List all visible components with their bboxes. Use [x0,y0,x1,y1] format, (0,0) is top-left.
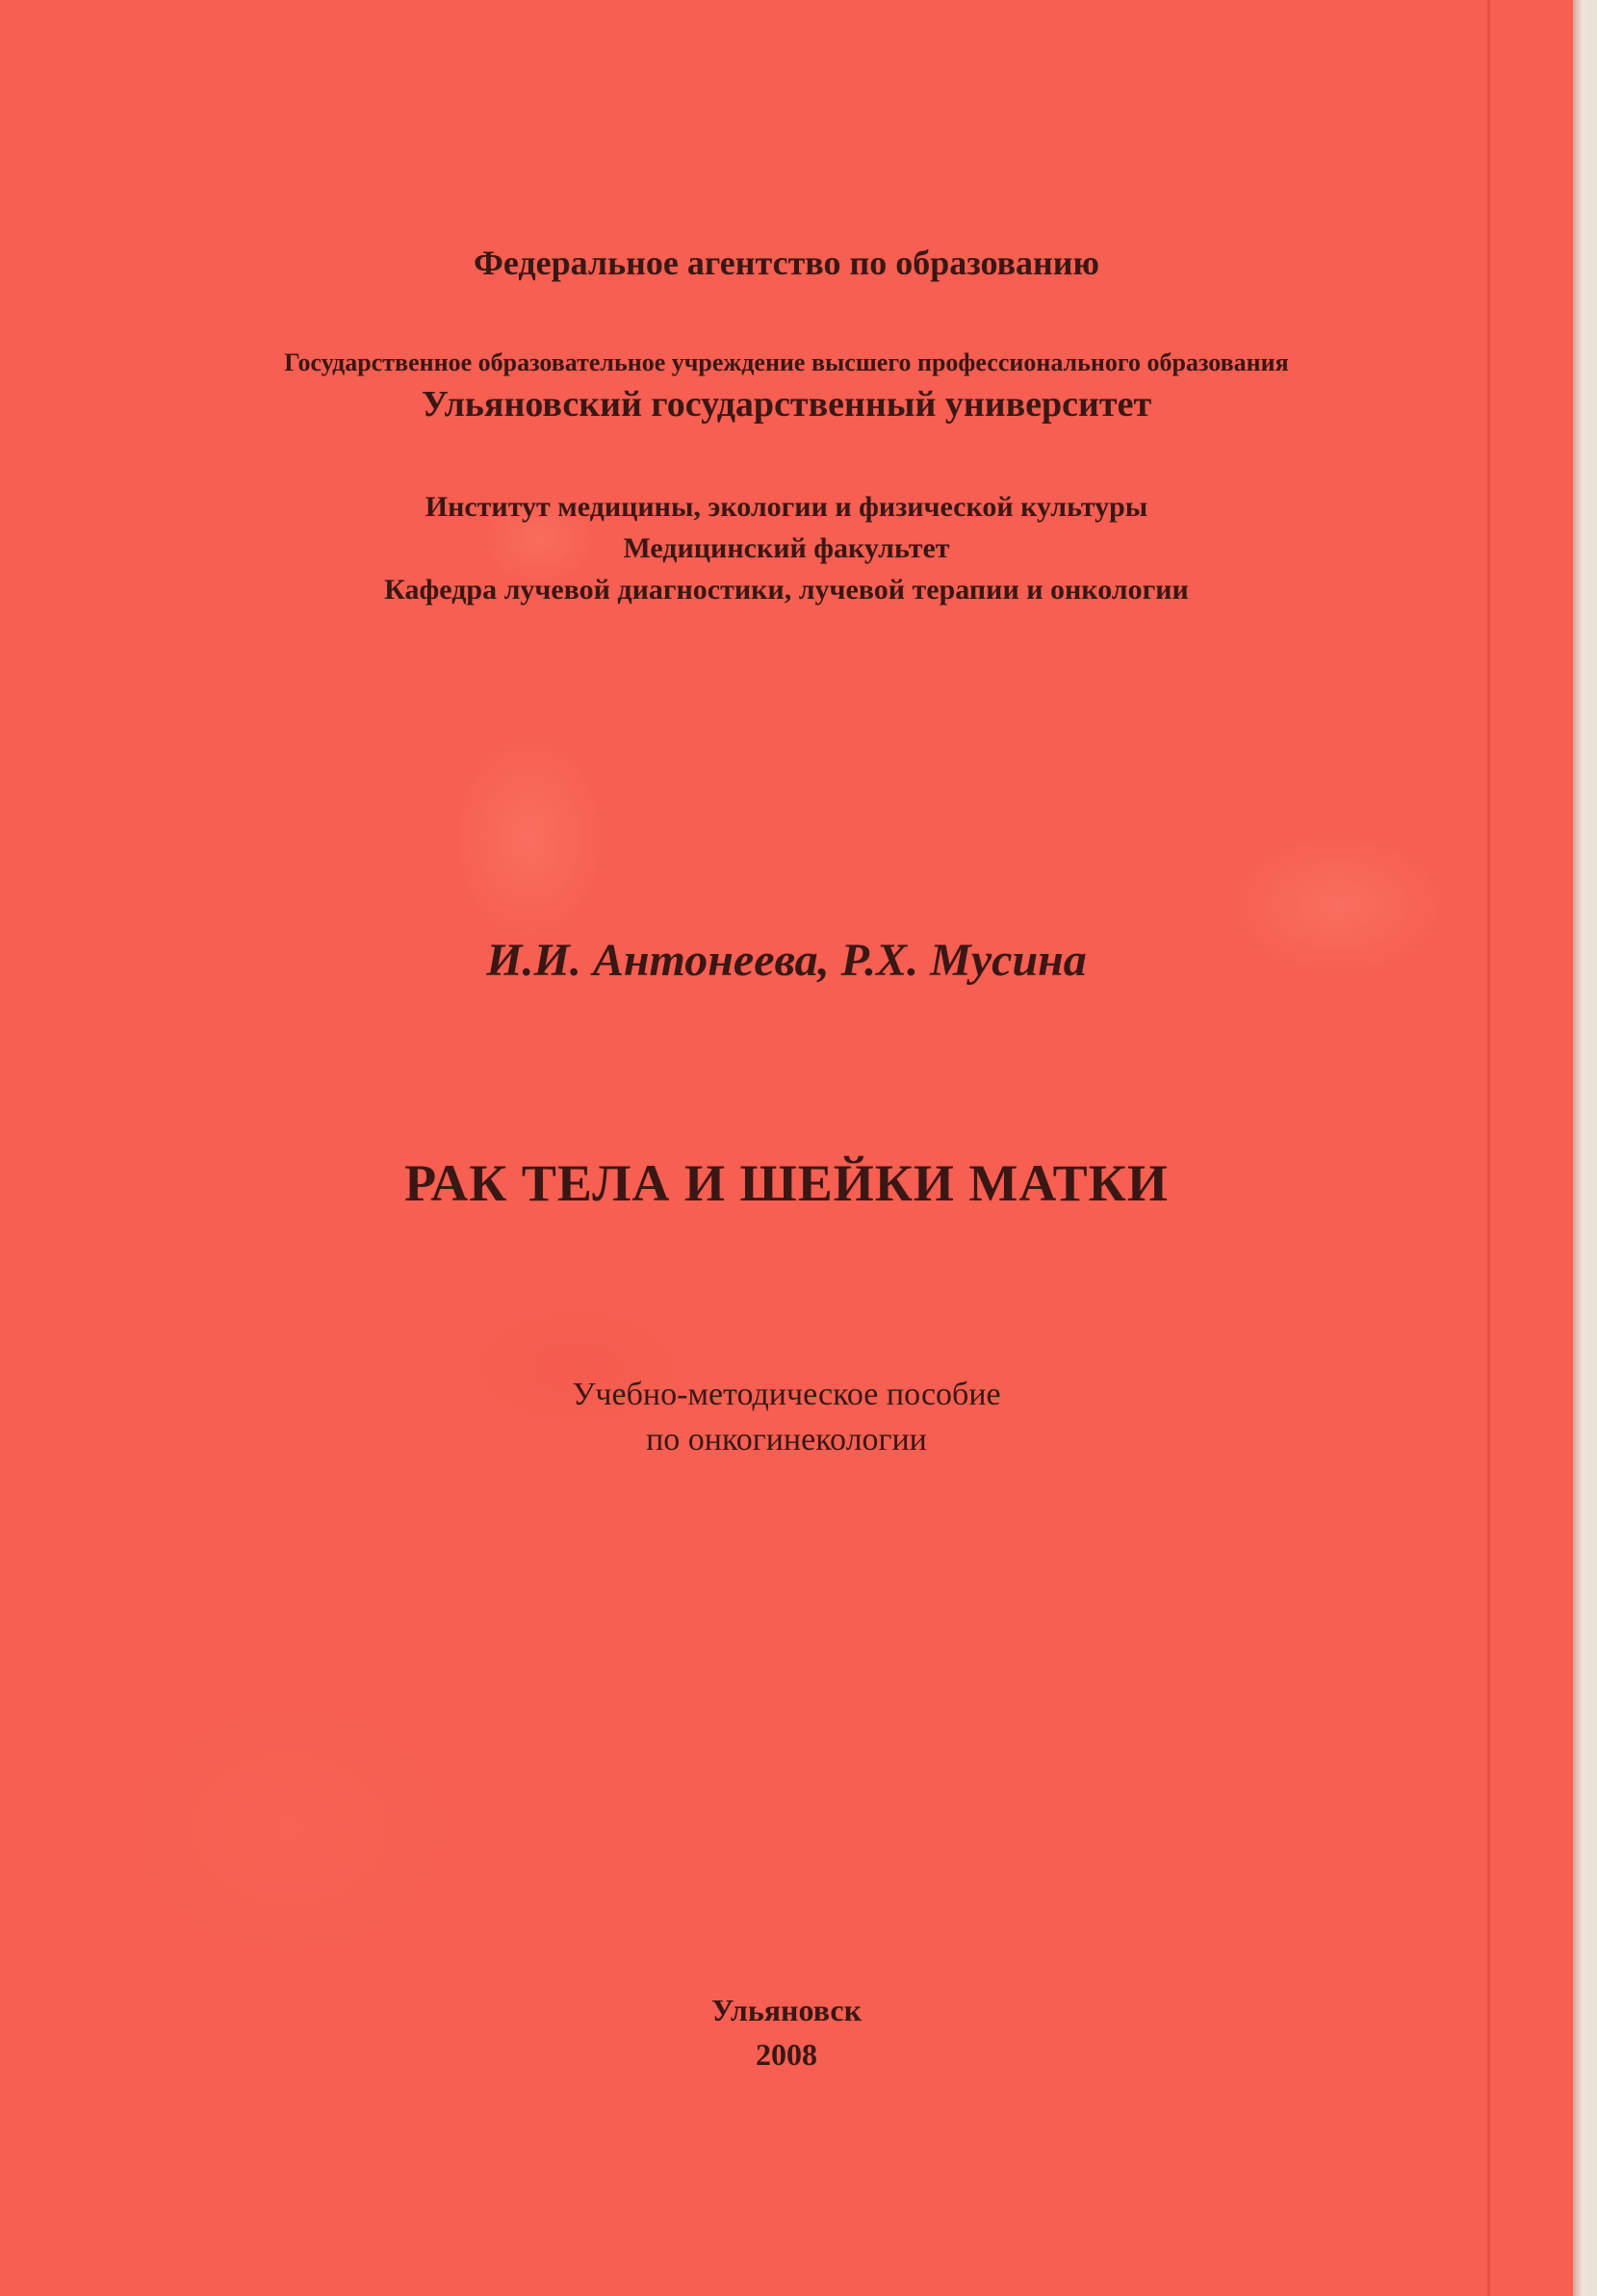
page-edge [1573,0,1597,2296]
publication-city: Ульяновск [710,1993,862,2027]
department-name: Кафедра лучевой диагностики, лучевой терапии и онкологии [384,574,1189,606]
institution-type: Государственное образовательное учреждение высшего профессионального образования [284,348,1289,376]
institute-name: Институт медицины, экологии и физической культуры [425,491,1148,523]
book-title: РАК ТЕЛА И ШЕЙКИ МАТКИ [404,1154,1169,1212]
publication-year: 2008 [756,2037,817,2072]
cover-crease [1487,0,1490,2296]
agency-name: Федеральное агентство по образованию [473,244,1100,282]
authors: И.И. Антонеева, Р.Х. Мусина [486,935,1087,986]
faculty-name: Медицинский факультет [623,532,950,564]
subtitle-line-1: Учебно-методическое пособие [572,1377,1001,1412]
subtitle-line-2: по онкогинекологии [646,1422,927,1458]
university-name: Ульяновский государственный университет [421,384,1152,425]
